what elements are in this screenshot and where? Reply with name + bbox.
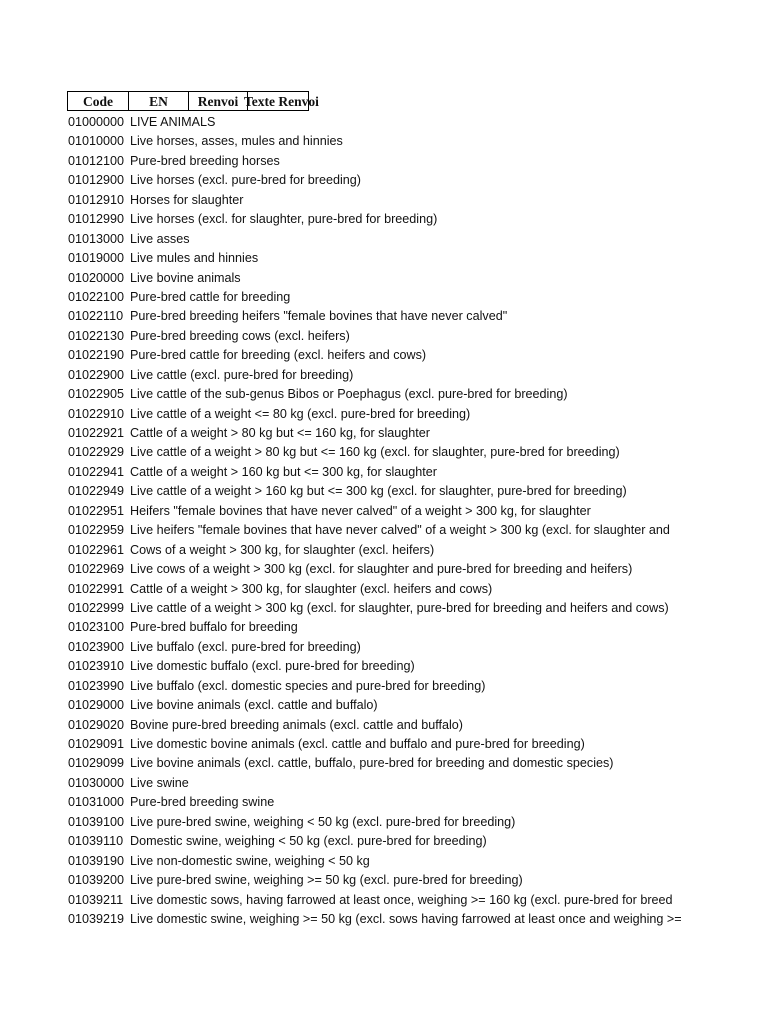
- spreadsheet-table: [67, 91, 682, 931]
- row-code: 01039219: [68, 911, 125, 926]
- table-row: [67, 307, 673, 326]
- row-description-en: Heifers "female bovines that have never calved" of a weight > 300 kg, for slaughter: [130, 503, 591, 518]
- table-row: [67, 171, 673, 190]
- row-description-en: Live cattle of a weight > 300 kg (excl. for slaughter, pure-bred for breeding and heifers and cows): [130, 600, 669, 615]
- row-description-en: Live pure-bred swine, weighing >= 50 kg (excl. pure-bred for breeding): [130, 873, 523, 888]
- table-row: [67, 346, 673, 365]
- row-description-en: Live domestic swine, weighing >= 50 kg (excl. sows having farrowed at least once and weighing >=: [130, 911, 682, 926]
- table-row: [67, 463, 673, 482]
- table-row: [67, 366, 673, 385]
- table-row: [67, 113, 673, 132]
- table-row: [67, 210, 673, 229]
- table-row: [67, 482, 673, 501]
- row-description-en: Cattle of a weight > 300 kg, for slaughter (excl. heifers and cows): [130, 581, 493, 596]
- table-row: [67, 677, 673, 696]
- row-code: 01031000: [68, 795, 125, 810]
- table-row: [67, 424, 673, 443]
- table-row: [67, 230, 673, 249]
- row-code: 01000000: [68, 115, 125, 129]
- row-code: 01022130: [68, 328, 125, 343]
- table-row: [67, 813, 673, 832]
- row-code: 01029020: [68, 717, 125, 732]
- row-code: 01022999: [68, 600, 125, 615]
- table-row: [67, 249, 673, 268]
- row-description-en: Cows of a weight > 300 kg, for slaughter (excl. heifers): [130, 542, 435, 557]
- row-code: 01023910: [68, 659, 125, 674]
- row-code: 01022929: [68, 445, 125, 460]
- row-code: 01022951: [68, 503, 125, 518]
- row-description-en: Live heifers "female bovines that have never calved" of a weight > 300 kg (excl. for slaughter and: [130, 523, 670, 538]
- row-description-en: Live buffalo (excl. pure-bred for breeding): [130, 639, 361, 654]
- row-description-en: Cattle of a weight > 160 kg but <= 300 kg, for slaughter: [130, 464, 437, 479]
- row-code: 01022949: [68, 484, 125, 499]
- row-code: 01022190: [68, 348, 125, 363]
- row-description-en: Cattle of a weight > 80 kg but <= 160 kg, for slaughter: [130, 426, 430, 440]
- row-code: 01022905: [68, 387, 125, 402]
- row-code: 01023900: [68, 639, 125, 654]
- table-row: [67, 618, 673, 637]
- row-description-en: Live cattle of a weight > 160 kg but <= 300 kg (excl. for slaughter, pure-bred for breeding): [130, 484, 627, 499]
- row-description-en: Live domestic buffalo (excl. pure-bred for breeding): [130, 659, 415, 674]
- row-code: 01022959: [68, 523, 125, 538]
- row-description-en: Live non-domestic swine, weighing < 50 kg: [130, 853, 370, 868]
- table-row: [67, 832, 673, 851]
- row-description-en: Live bovine animals (excl. cattle and buffalo): [130, 698, 378, 713]
- table-row: [67, 638, 673, 657]
- row-code: 01012910: [68, 192, 125, 207]
- row-description-en: Domestic swine, weighing < 50 kg (excl. pure-bred for breeding): [130, 834, 487, 849]
- row-code: 01039190: [68, 853, 125, 868]
- table-row: [67, 385, 673, 404]
- row-description-en: Horses for slaughter: [130, 192, 244, 207]
- row-code: 01029000: [68, 698, 125, 713]
- table-row: [67, 580, 673, 599]
- row-code: 01023990: [68, 678, 125, 693]
- row-description-en: Live cattle (excl. pure-bred for breeding): [130, 367, 354, 382]
- table-row: [67, 910, 682, 929]
- row-description-en: LIVE ANIMALS: [130, 115, 216, 129]
- row-code: 01039200: [68, 873, 125, 888]
- row-code: 01010000: [68, 134, 125, 149]
- table-row: [67, 852, 673, 871]
- row-description-en: Pure-bred breeding cows (excl. heifers): [130, 328, 350, 343]
- row-description-en: Live bovine animals: [130, 270, 241, 285]
- table-row: [67, 599, 673, 618]
- row-code: 01023100: [68, 620, 125, 635]
- row-code: 01012990: [68, 212, 125, 227]
- table-row: [67, 521, 673, 540]
- table-row: [67, 132, 673, 151]
- row-code: 01022961: [68, 542, 125, 557]
- row-description-en: Live bovine animals (excl. cattle, buffalo, pure-bred for breeding and domestic species): [130, 756, 614, 771]
- row-description-en: Pure-bred breeding swine: [130, 795, 275, 810]
- row-description-en: Live buffalo (excl. domestic species and pure-bred for breeding): [130, 678, 486, 693]
- row-code: 01022921: [68, 426, 125, 440]
- table-row: [67, 541, 673, 560]
- row-code: 01022941: [68, 464, 125, 479]
- row-description-en: Live cattle of the sub-genus Bibos or Poephagus (excl. pure-bred for breeding): [130, 387, 568, 402]
- table-row: [67, 871, 673, 890]
- row-description-en: Bovine pure-bred breeding animals (excl. cattle and buffalo): [130, 717, 463, 732]
- row-description-en: Live horses (excl. pure-bred for breeding): [130, 173, 361, 188]
- column-header-texte-renvoi: Texte Renvoi: [247, 91, 309, 111]
- table-row: [67, 191, 673, 210]
- row-code: 01039100: [68, 814, 125, 829]
- table-row: [67, 793, 673, 812]
- row-description-en: Live cows of a weight > 300 kg (excl. for slaughter and pure-bred for breeding and heifers): [130, 562, 633, 577]
- row-code: 01039211: [68, 892, 124, 907]
- table-row: [67, 405, 673, 424]
- row-description-en: Live swine: [130, 775, 189, 790]
- table-row: [67, 657, 673, 676]
- row-code: 01022969: [68, 562, 125, 577]
- table-row: [67, 443, 673, 462]
- row-code: 01022110: [68, 309, 124, 324]
- row-code: 01030000: [68, 775, 125, 790]
- row-code: 01012900: [68, 173, 125, 188]
- row-description-en: Live mules and hinnies: [130, 251, 259, 266]
- row-description-en: Pure-bred breeding horses: [130, 153, 280, 168]
- row-code: 01029099: [68, 756, 125, 771]
- row-description-en: Live cattle of a weight > 80 kg but <= 160 kg (excl. for slaughter, pure-bred for breeding): [130, 445, 620, 460]
- table-row: [67, 502, 673, 521]
- row-code: 01020000: [68, 270, 125, 285]
- row-description-en: Live horses, asses, mules and hinnies: [130, 134, 343, 149]
- row-description-en: Live asses: [130, 231, 190, 246]
- row-description-en: Live cattle of a weight <= 80 kg (excl. pure-bred for breeding): [130, 406, 471, 421]
- row-code: 01022100: [68, 289, 125, 304]
- row-code: 01029091: [68, 737, 125, 751]
- table-row: [67, 288, 673, 307]
- table-row: [67, 269, 673, 288]
- row-description-en: Pure-bred buffalo for breeding: [130, 620, 298, 635]
- table-row: [67, 716, 673, 735]
- table-body: [67, 113, 682, 929]
- table-row: [67, 152, 673, 171]
- row-code: 01013000: [68, 231, 125, 246]
- row-description-en: Pure-bred cattle for breeding: [130, 289, 291, 304]
- row-description-en: Pure-bred breeding heifers "female bovines that have never calved": [130, 309, 508, 324]
- row-description-en: Live domestic sows, having farrowed at least once, weighing >= 160 kg (excl. pure-bred for breed: [130, 892, 673, 907]
- table-row: [67, 774, 673, 793]
- table-row: [67, 696, 673, 715]
- table-row: [67, 754, 673, 773]
- row-description-en: Live domestic bovine animals (excl. cattle and buffalo and pure-bred for breeding): [130, 737, 585, 751]
- row-description-en: Live horses (excl. for slaughter, pure-bred for breeding): [130, 212, 438, 227]
- row-code: 01022991: [68, 581, 125, 596]
- table-row: [67, 891, 673, 910]
- row-code: 01019000: [68, 251, 125, 266]
- row-code: 01022910: [68, 406, 125, 421]
- table-header: [67, 91, 673, 111]
- row-code: 01039110: [68, 834, 124, 849]
- column-header-renvoi: Renvoi: [188, 91, 248, 111]
- row-description-en: Live pure-bred swine, weighing < 50 kg (excl. pure-bred for breeding): [130, 814, 516, 829]
- table-row: [67, 327, 673, 346]
- row-code: 01022900: [68, 367, 125, 382]
- column-header-code: Code: [67, 91, 129, 111]
- row-description-en: Pure-bred cattle for breeding (excl. heifers and cows): [130, 348, 427, 363]
- table-row: [67, 560, 673, 579]
- column-header-en: EN: [128, 91, 189, 111]
- table-row: [67, 735, 673, 754]
- row-code: 01012100: [68, 153, 125, 168]
